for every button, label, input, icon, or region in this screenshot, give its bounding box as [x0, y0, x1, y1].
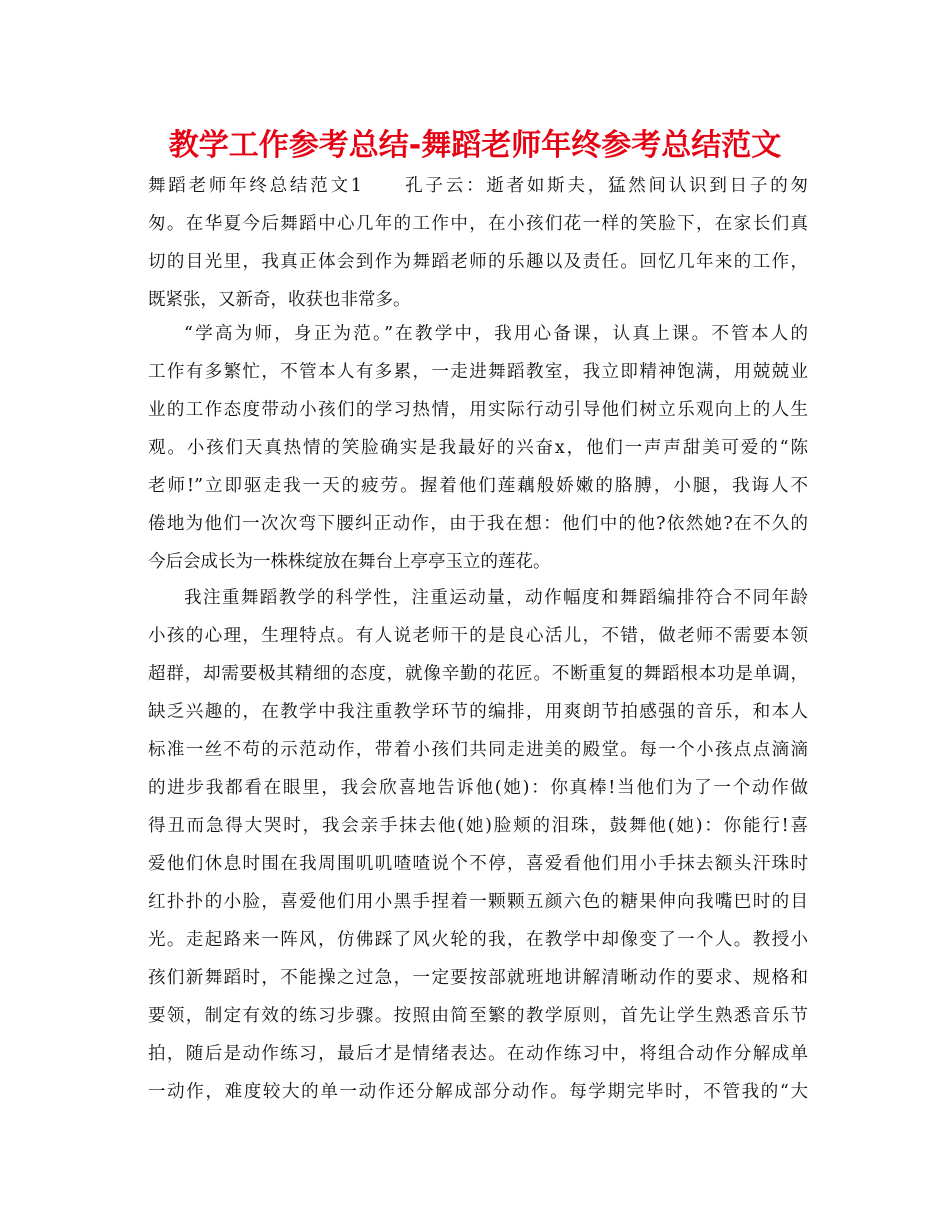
text-line-18: 得丑而急得大哭时，我会亲手抹去他(她)脸颊的泪珠，鼓舞他(她)：你能行!喜 — [148, 816, 808, 836]
text-line-23: 要领，制定有效的练习步骤。按照由简至繁的教学原则，首先让学生熟悉音乐节 — [148, 1006, 808, 1026]
text-line-15: 缺乏兴趣的，在教学中我注重教学环节的编排，用爽朗节拍感强的音乐，和本人 — [148, 702, 808, 722]
text-line-12: 我注重舞蹈教学的科学性，注重运动量，动作幅度和舞蹈编排符合不同年龄 — [184, 588, 808, 608]
text-line-22: 孩们新舞蹈时，不能操之过急，一定要按部就班地讲解清晰动作的要求、规格和 — [148, 968, 808, 988]
text-line-9: 老师!”立即驱走我一天的疲劳。握着他们莲藕般娇嫩的胳膊，小腿，我诲人不 — [148, 476, 808, 496]
text-line-4: 既紧张，又新奇，收获也非常多。 — [148, 290, 411, 310]
text-line-1: 舞蹈老师年终总结范文1 孔子云：逝者如斯夫，猛然间认识到日子的匆 — [148, 176, 808, 196]
text-line-3: 切的目光里，我真正体会到作为舞蹈老师的乐趣以及责任。回忆几年来的工作， — [148, 252, 808, 272]
text-line-17: 的进步我都看在眼里，我会欣喜地告诉他(她)：你真棒!当他们为了一个动作做 — [148, 778, 808, 798]
text-line-21: 光。走起路来一阵风，仿佛踩了风火轮的我，在教学中却像变了一个人。教授小 — [148, 930, 808, 950]
text-line-24: 拍，随后是动作练习，最后才是情绪表达。在动作练习中，将组合动作分解成单 — [148, 1044, 808, 1064]
text-line-13: 小孩的心理，生理特点。有人说老师干的是良心活儿，不错，做老师不需要本领 — [148, 626, 808, 646]
text-line-6: 工作有多繁忙，不管本人有多累，一走进舞蹈教室，我立即精神饱满，用兢兢业 — [148, 362, 808, 382]
text-line-19: 爱他们休息时围在我周围叽叽喳喳说个不停，喜爱看他们用小手抹去额头汗珠时 — [148, 854, 808, 874]
text-line-20: 红扑扑的小脸，喜爱他们用小黑手捏着一颗颗五颜六色的糖果伸向我嘴巴时的目 — [148, 892, 808, 912]
text-line-5: “学高为师，身正为范。”在教学中，我用心备课，认真上课。不管本人的 — [184, 324, 808, 344]
text-line-8: 观。小孩们天真热情的笑脸确实是我最好的兴奋x，他们一声声甜美可爱的“陈 — [148, 438, 808, 458]
text-line-10: 倦地为他们一次次弯下腰纠正动作，由于我在想：他们中的他?依然她?在不久的 — [148, 514, 808, 534]
text-line-25: 一动作，难度较大的单一动作还分解成部分动作。每学期完毕时，不管我的“大 — [148, 1082, 808, 1102]
text-line-2: 匆。在华夏今后舞蹈中心几年的工作中，在小孩们花一样的笑脸下，在家长们真 — [148, 214, 808, 234]
text-line-16: 标准一丝不苟的示范动作，带着小孩们共同走进美的殿堂。每一个小孩点点滴滴 — [148, 740, 808, 760]
text-line-7: 业的工作态度带动小孩们的学习热情，用实际行动引导他们树立乐观向上的人生 — [148, 400, 808, 420]
document-title: 教学工作参考总结-舞蹈老师年终参考总结范文 — [168, 128, 782, 163]
text-line-14: 超群，却需要极其精细的态度，就像辛勤的花匠。不断重复的舞蹈根本功是单调， — [148, 664, 808, 684]
text-line-11: 今后会成长为一株株绽放在舞台上亭亭玉立的莲花。 — [148, 552, 551, 572]
